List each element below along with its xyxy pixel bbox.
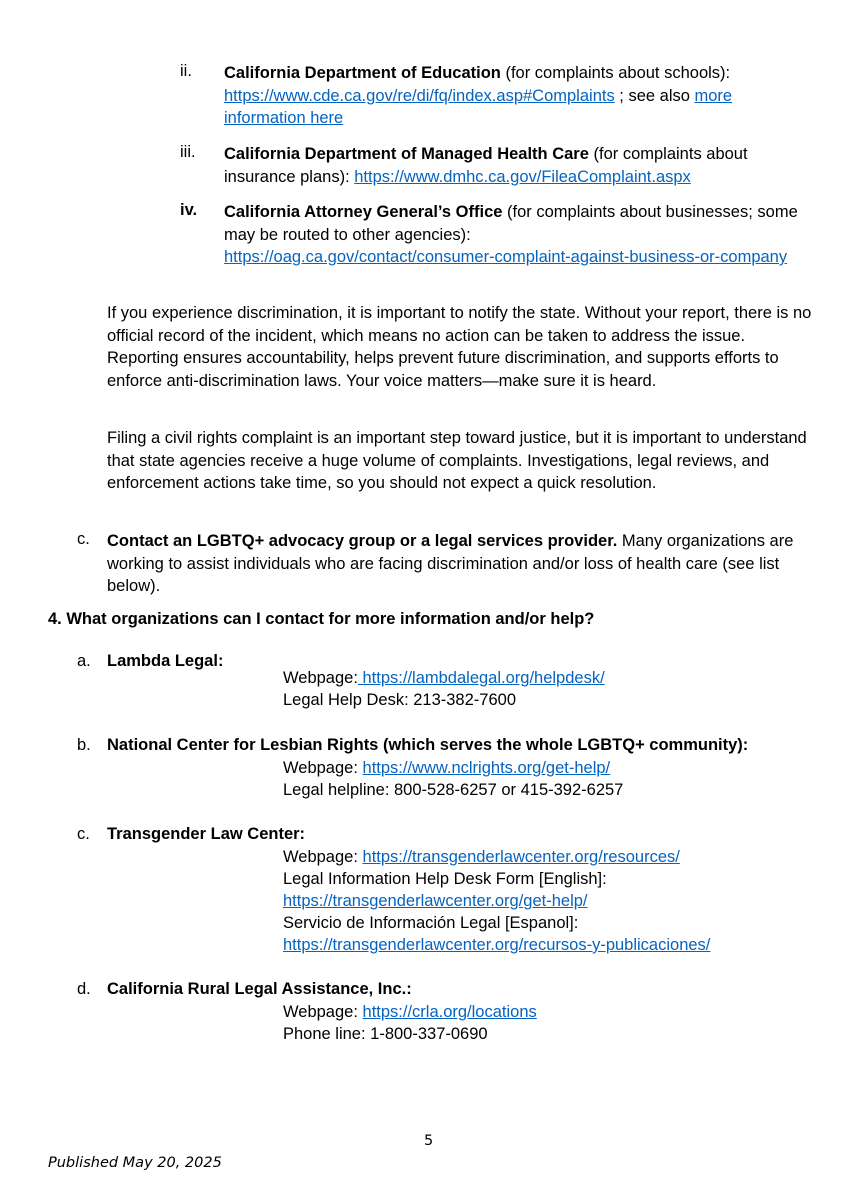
org-details-nclr [283, 757, 843, 801]
tlc-webpage-link[interactable]: https://transgenderlawcenter.org/resources/ [362, 848, 680, 866]
agency-name: California Department of Managed Health Care [224, 145, 589, 163]
helpline-phone: Legal helpline: 800-528-6257 or 415-392-6257 [283, 781, 624, 799]
list-letter: c. [77, 825, 90, 843]
org-details-crla [283, 1001, 843, 1045]
agency-desc: (for complaints about businesses; some may be routed to other agencies): [224, 203, 798, 244]
paragraph-report-discrimination: If you experience discrimination, it is important to notify the state. Without your report, there is no official record of the incident, which means no action can be taken to address the issue. Reporting ensures accountability, helps prevent future discrimination, and supports efforts to enforce anti-discrimination laws. Your voice matters—make sure it is heard. [107, 304, 812, 390]
section-heading: 4. What organizations can I contact for more information and/or help? [48, 610, 595, 628]
org-name-crla: California Rural Legal Assistance, Inc.: [107, 980, 412, 998]
page-number: 5 [424, 1133, 434, 1149]
dmhc-complaint-link[interactable]: https://www.dmhc.ca.gov/FileaComplaint.aspx [354, 167, 691, 186]
link-separator: ; see also [614, 86, 695, 105]
list-letter: d. [77, 980, 91, 998]
list-letter: c. [77, 530, 90, 548]
list-numeral: iv. [180, 201, 198, 219]
org-name-tlc: Transgender Law Center: [107, 825, 306, 843]
webpage-label: Webpage: [283, 1003, 363, 1021]
crla-webpage-link[interactable]: https://crla.org/locations [362, 1003, 537, 1021]
tlc-get-help-link[interactable]: https://transgenderlawcenter.org/get-help/ [283, 892, 588, 910]
phone-line: Phone line: 1-800-337-0690 [283, 1025, 488, 1043]
item-contact-advocacy [107, 530, 817, 598]
list-letter: a. [77, 652, 91, 670]
agency-item-dmhc [224, 143, 814, 188]
item-text: Many organizations are working to assist individuals who are facing discrimination and/or loss of health care (see list below). [107, 532, 794, 595]
helpdesk-phone: Legal Help Desk: 213-382-7600 [283, 691, 516, 709]
agency-name: California Department of Education [224, 64, 501, 82]
org-details-lambda [283, 667, 843, 711]
published-date: Published May 20, 2025 [48, 1155, 222, 1171]
oag-complaint-link[interactable]: https://oag.ca.gov/contact/consumer-complaint-against-business-or-company [224, 248, 788, 266]
spanish-service-label: Servicio de Información Legal [Espanol]: [283, 914, 579, 932]
cde-complaints-link[interactable]: https://www.cde.ca.gov/re/di/fq/index.asp#Complaints [224, 86, 615, 105]
webpage-label: Webpage: [283, 848, 363, 866]
paragraph-filing-complaint: Filing a civil rights complaint is an important step toward justice, but it is important to understand that state agencies receive a huge volume of complaints. Investigations, legal reviews, and enforcement actions take time, so you should not expect a quick resolution. [107, 429, 807, 492]
list-numeral: ii. [180, 62, 192, 80]
webpage-label: Webpage: [283, 669, 358, 687]
list-letter: b. [77, 736, 91, 754]
org-details-tlc [283, 846, 843, 956]
org-name-lambda: Lambda Legal: [107, 652, 224, 670]
agency-desc: (for complaints about schools): [500, 64, 731, 82]
webpage-label: Webpage: [283, 759, 363, 777]
org-name-nclr: National Center for Lesbian Rights (which serves the whole LGBTQ+ community): [107, 736, 749, 754]
english-form-label: Legal Information Help Desk Form [English]: [283, 870, 607, 888]
agency-desc: (for complaints about insurance plans): [224, 145, 748, 186]
agency-item-education [224, 62, 814, 130]
nclr-webpage-link[interactable]: https://www.nclrights.org/get-help/ [362, 759, 611, 777]
list-numeral: iii. [180, 143, 196, 161]
tlc-recursos-link[interactable]: https://transgenderlawcenter.org/recursos-y-publicaciones/ [283, 936, 711, 954]
agency-item-attorney-general [224, 201, 814, 269]
item-bold-text: Contact an LGBTQ+ advocacy group or a legal services provider. [107, 532, 618, 550]
lambda-webpage-link[interactable]: https://lambdalegal.org/helpdesk/ [357, 669, 605, 687]
agency-name: California Attorney General’s Office [224, 203, 503, 221]
more-information-link[interactable]: more information here [224, 86, 733, 127]
